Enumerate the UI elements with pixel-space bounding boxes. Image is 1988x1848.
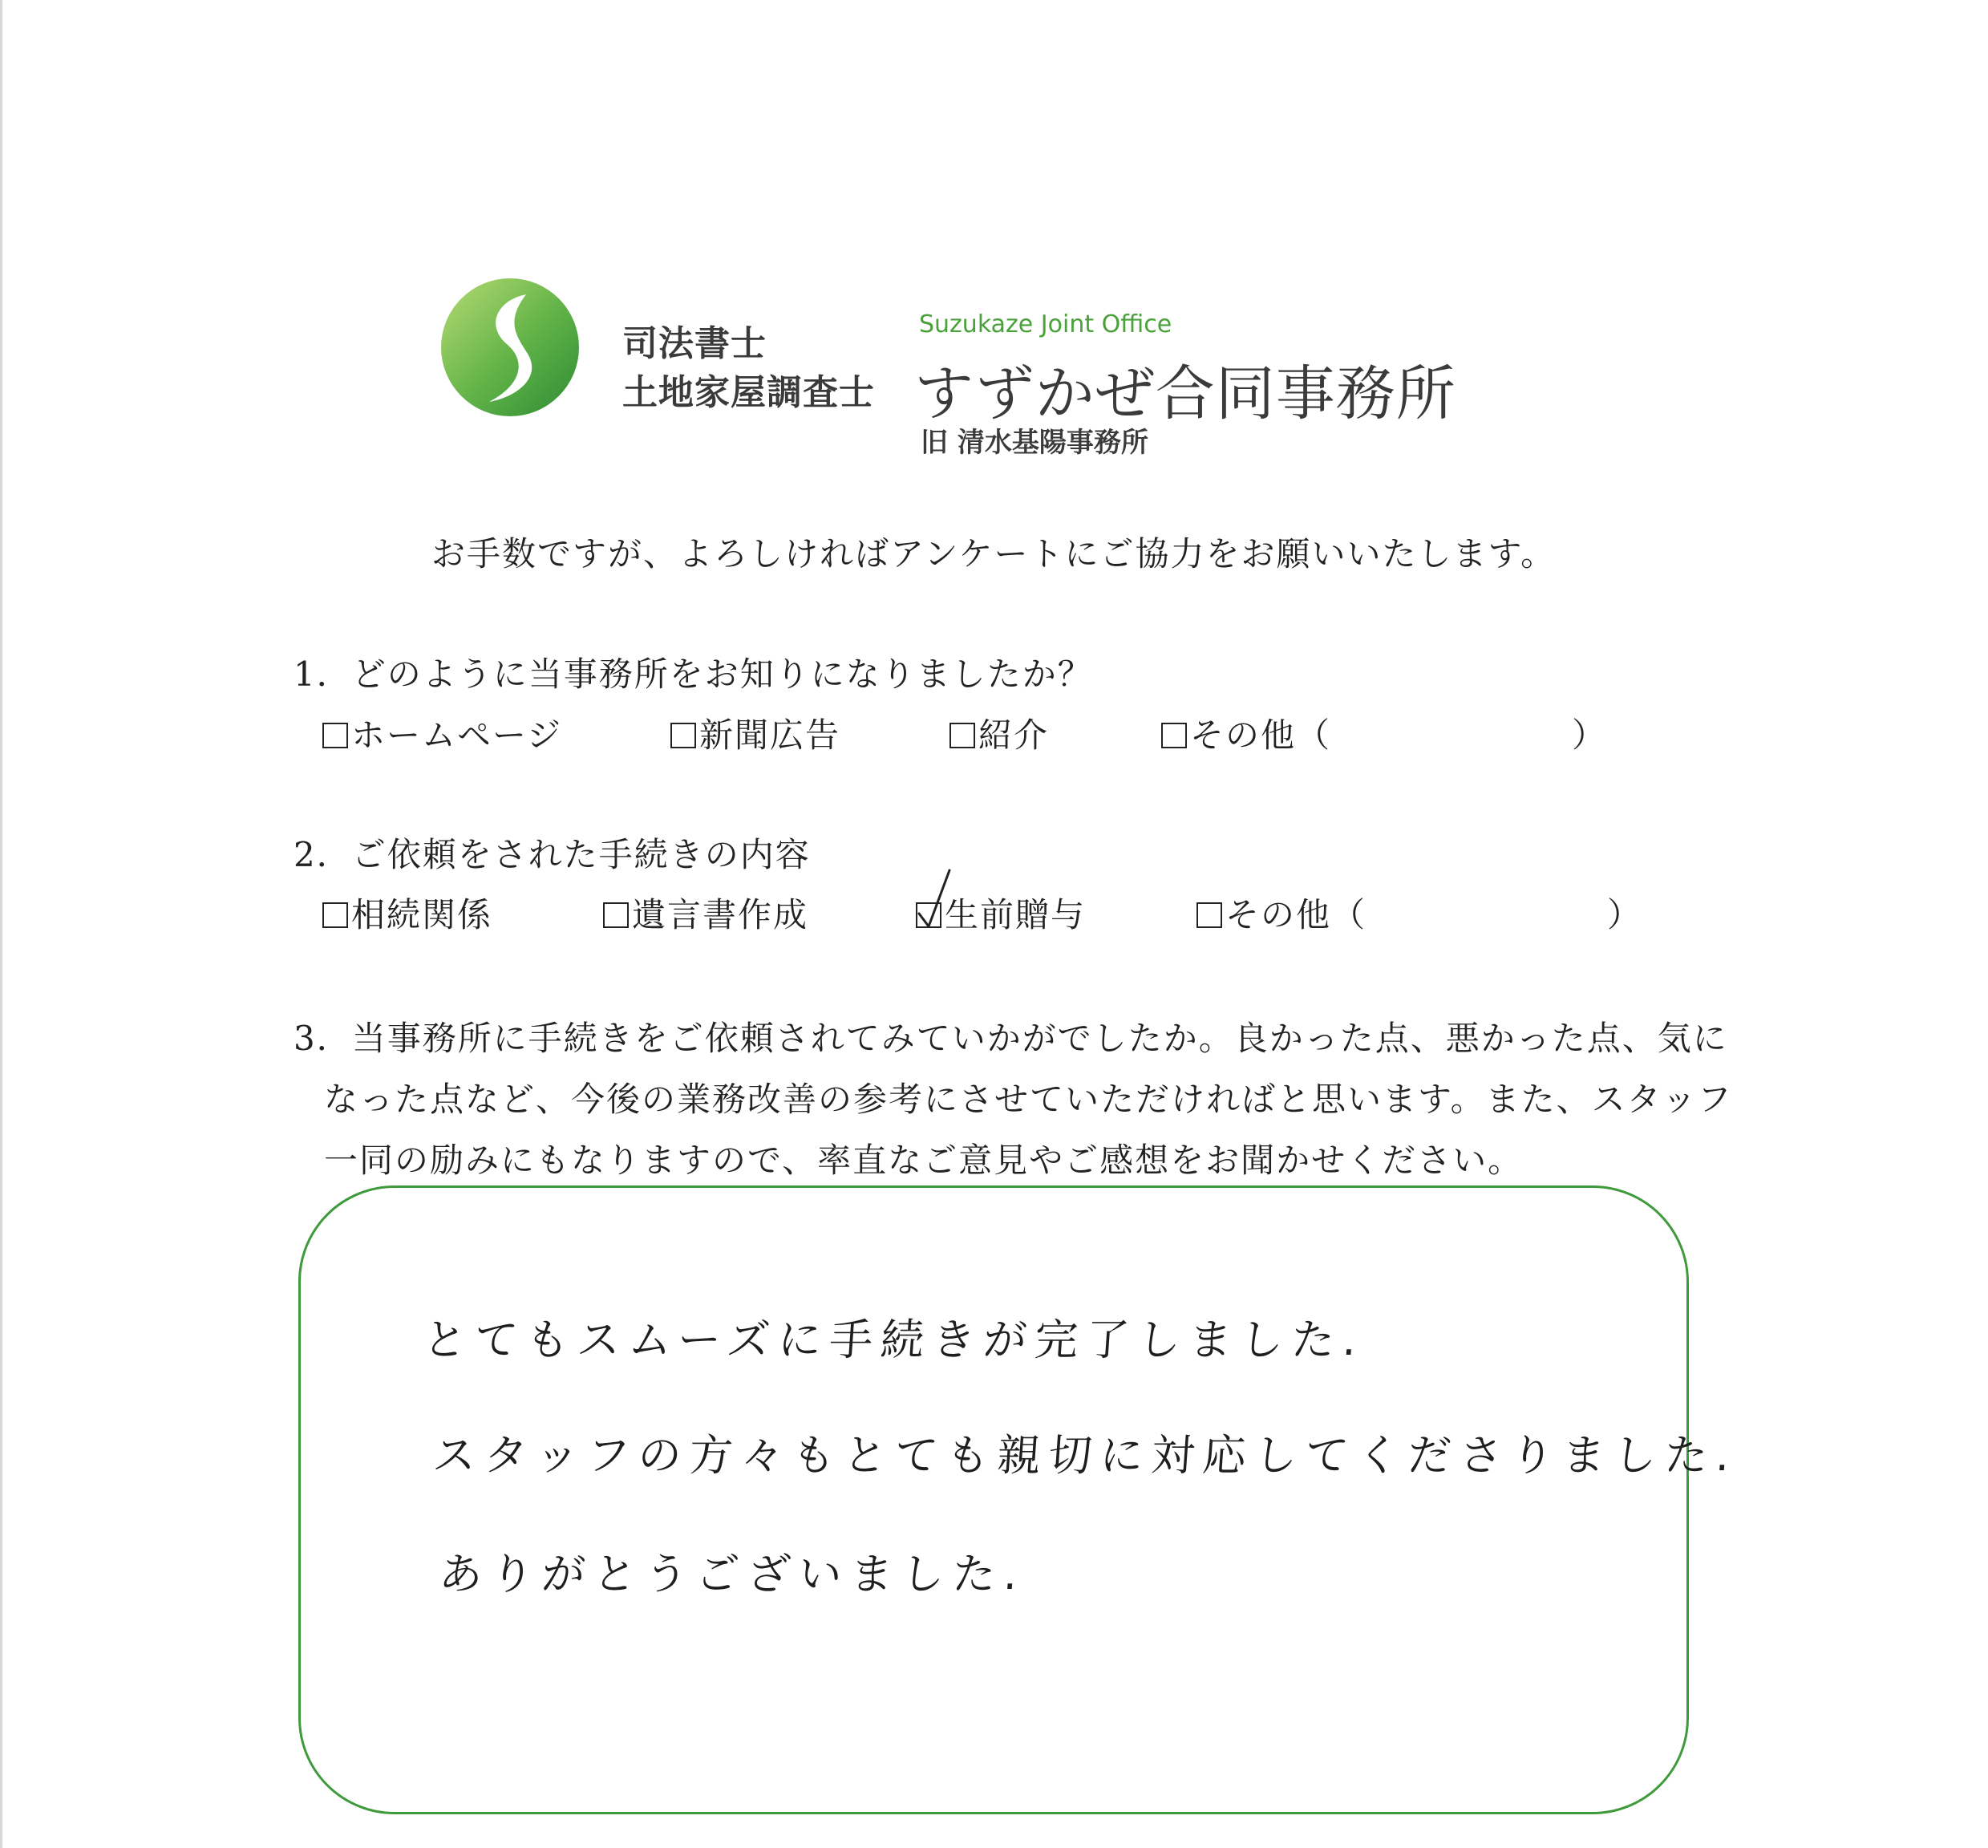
comment-line-3: ありがとうございました.	[437, 1549, 1028, 1599]
checkbox[interactable]	[1161, 723, 1187, 748]
check-mark-icon	[916, 867, 954, 931]
comment-line-1: とてもスムーズに手続きが完了しました.	[421, 1315, 1366, 1365]
q1-option-referral[interactable]: 紹介	[949, 709, 1049, 757]
checkbox[interactable]	[322, 723, 348, 748]
checkbox-checked[interactable]	[916, 902, 941, 928]
checkbox[interactable]	[949, 723, 975, 748]
org-type-judicial-scrivener: 司法書士	[622, 323, 767, 364]
q1-option-newspaper[interactable]: 新聞広告	[670, 709, 840, 757]
org-type-land-surveyor: 土地家屋調査士	[622, 372, 875, 413]
checkbox[interactable]	[1196, 902, 1222, 928]
suzukaze-logo-icon	[439, 277, 581, 418]
q2-option-other[interactable]: その他（	[1196, 889, 1366, 937]
q1-option-other[interactable]: その他（	[1161, 709, 1331, 757]
checkbox[interactable]	[322, 902, 348, 928]
checkbox[interactable]	[670, 723, 696, 748]
question-3-line3: 一同の励みにもなりますので、率直なご意見やご感想をお聞かせください。	[324, 1141, 1524, 1180]
question-2: 2．ご依頼をされた手続きの内容	[294, 835, 811, 874]
q2-option-inheritance[interactable]: 相続関係	[322, 889, 492, 937]
q1-option-homepage[interactable]: ホームページ	[322, 709, 562, 757]
comment-line-2: スタッフの方々もとても親切に対応してくださりました.	[431, 1430, 1740, 1481]
office-name-jp: すずかぜ合同事務所	[914, 359, 1456, 428]
question-1: 1．どのように当事務所をお知りになりましたか？	[294, 654, 1093, 694]
survey-intro: お手数ですが、よろしければアンケートにご協力をお願いいたします。	[431, 534, 1557, 573]
question-3-line1: 3．当事務所に手続きをご依頼されてみていかがでしたか。良かった点、悪かった点、気に	[294, 1019, 1728, 1058]
comment-box[interactable]	[298, 1185, 1689, 1814]
q2-option-will[interactable]: 遺言書作成	[603, 889, 808, 937]
question-3-line2: なった点など、今後の業務改善の参考にさせていただければと思います。また、スタッフ	[324, 1080, 1733, 1119]
q2-other-close-paren: ）	[1607, 895, 1642, 934]
office-name-en: Suzukaze Joint Office	[919, 310, 1172, 338]
q1-other-close-paren: ）	[1572, 715, 1606, 755]
page-edge	[0, 0, 2, 1848]
checkbox[interactable]	[603, 902, 629, 928]
office-former-name: 旧 清水基陽事務所	[921, 427, 1148, 459]
q2-option-lifetime-gift[interactable]: 生前贈与	[916, 889, 1086, 937]
